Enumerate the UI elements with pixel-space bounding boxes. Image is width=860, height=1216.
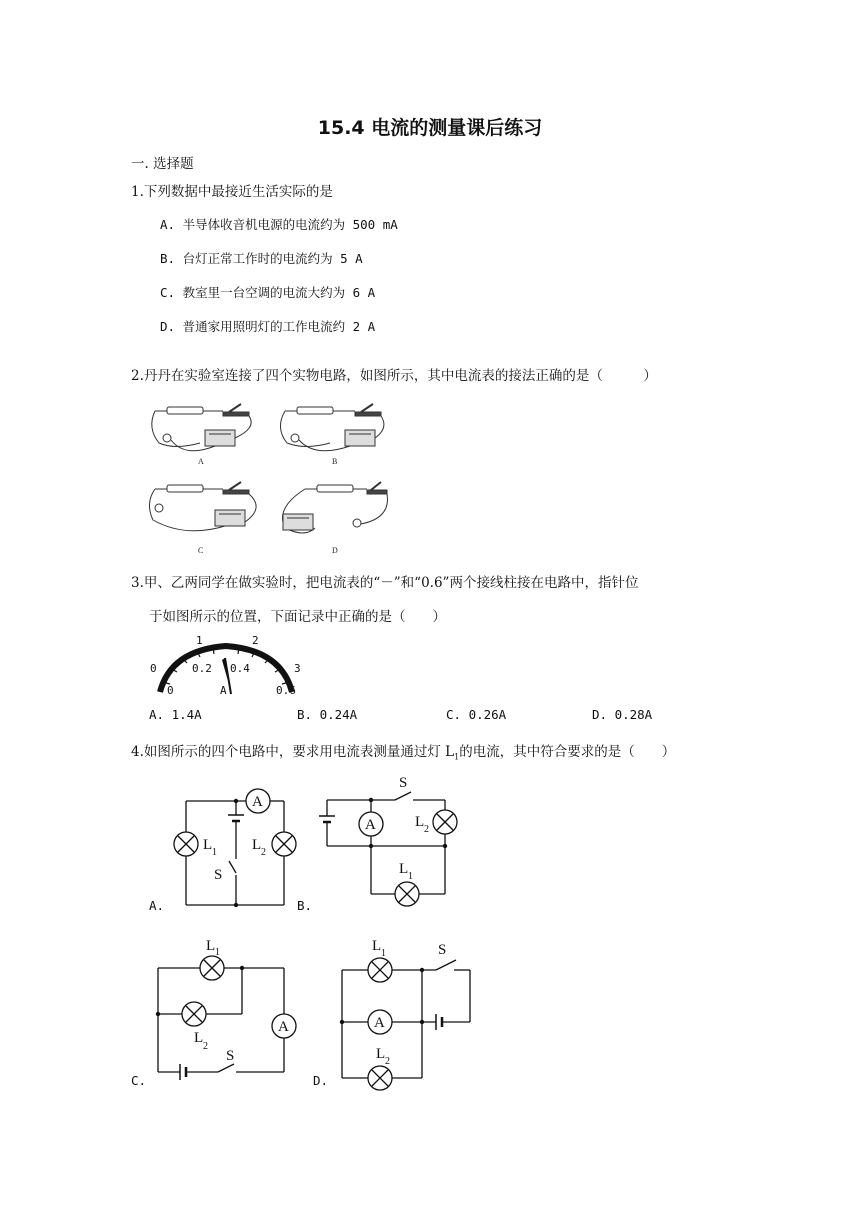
circuit-b-ammeter-label: A	[365, 817, 376, 833]
q4-stem-start: 4.如图所示的四个电路中，要求用电流表测量通过灯 L	[131, 744, 455, 760]
circuit-a-l2-label: L	[252, 837, 262, 853]
q2-panel-a	[152, 404, 251, 451]
q1-option-c: C. 教室里一台空调的电流大约为 6 A	[160, 285, 376, 300]
circuit-a-switch-label: S	[214, 867, 223, 883]
circuit-c-l2-label: L	[194, 1030, 204, 1046]
circuit-d-l1-label: L	[372, 938, 382, 954]
ammeter-unit-label: A	[220, 684, 227, 697]
q2-label-b: B	[332, 457, 338, 466]
circuit-a-l1-sub: 1	[212, 847, 217, 858]
q3-stem-line2: 于如图所示的位置，下面记录中正确的是（ ）	[149, 609, 446, 625]
ammeter-bottom-0: 0	[167, 684, 174, 697]
q4-option-d-label: D.	[313, 1073, 329, 1088]
circuit-c-l2-sub: 2	[203, 1041, 208, 1052]
page-title: 15.4 电流的测量课后练习	[317, 117, 543, 139]
q4-stem-subscript: 1	[454, 752, 460, 762]
q2-label-d: D	[332, 546, 338, 555]
circuit-d-switch-label: S	[438, 942, 447, 958]
circuit-c-switch-label: S	[226, 1048, 235, 1064]
ammeter-bottom-06: 0.6	[276, 684, 296, 697]
circuit-a-ammeter-label: A	[252, 794, 263, 810]
circuit-d-l2-label: L	[376, 1046, 386, 1062]
circuit-c-ammeter-label: A	[278, 1019, 289, 1035]
q3-option-c: C. 0.26A	[446, 707, 507, 722]
q3-option-a: A. 1.4A	[149, 707, 202, 722]
circuit-b-diagram	[315, 770, 475, 912]
q4-option-c-label: C.	[131, 1073, 147, 1088]
circuit-b-l1-sub: 1	[408, 871, 413, 882]
q1-option-a: A. 半导体收音机电源的电流约为 500 mA	[160, 217, 398, 232]
q1-option-b: B. 台灯正常工作时的电流约为 5 A	[160, 251, 363, 266]
q2-panel-d	[283, 482, 388, 533]
ammeter-top-3: 3	[294, 662, 301, 675]
q4-stem-end: 的电流，其中符合要求的是（ ）	[459, 744, 676, 760]
circuit-d-diagram	[330, 932, 480, 1092]
q1-option-d: D. 普通家用照明灯的工作电流约 2 A	[160, 319, 376, 334]
q3-stem-line1: 3.甲、乙两同学在做实验时，把电流表的“－”和“0.6”两个接线柱接在电路中，指针位	[131, 575, 639, 591]
circuit-c-l1-label: L	[206, 938, 216, 954]
circuit-a-l1-label: L	[203, 837, 213, 853]
q3-option-d: D. 0.28A	[592, 707, 653, 722]
q2-circuit-photos-figure	[145, 398, 390, 558]
q3-option-b: B. 0.24A	[297, 707, 358, 722]
q2-stem: 2.丹丹在实验室连接了四个实物电路，如图所示，其中电流表的接法正确的是（ ）	[131, 368, 657, 384]
circuit-d-ammeter-label: A	[374, 1015, 385, 1031]
ammeter-dial-figure	[146, 628, 306, 700]
circuit-b-l2-sub: 2	[424, 824, 429, 835]
circuit-b-switch-label: S	[399, 775, 408, 791]
ammeter-top-0: 0	[150, 662, 157, 675]
q4-option-b-label: B.	[297, 898, 313, 913]
section-heading: 一. 选择题	[131, 156, 194, 172]
q1-stem: 1.下列数据中最接近生活实际的是	[131, 184, 333, 200]
circuit-c-l1-sub: 1	[215, 947, 220, 958]
circuit-d-l2-sub: 2	[385, 1056, 390, 1067]
circuit-c-diagram	[148, 932, 298, 1082]
q2-panel-b	[280, 404, 383, 451]
circuit-a-l2-sub: 2	[261, 847, 266, 858]
circuit-a-diagram	[170, 787, 300, 912]
q2-label-a: A	[198, 457, 204, 466]
ammeter-bottom-02: 0.2	[192, 662, 212, 675]
q2-label-c: C	[198, 546, 204, 555]
circuit-b-l2-label: L	[415, 814, 425, 830]
ammeter-bottom-04: 0.4	[230, 662, 250, 675]
ammeter-top-1: 1	[196, 634, 203, 647]
q2-panel-c	[149, 482, 256, 531]
q4-stem	[131, 740, 675, 762]
q4-option-a-label: A.	[149, 898, 165, 913]
circuit-d-l1-sub: 1	[381, 948, 386, 959]
circuit-b-l1-label: L	[399, 861, 409, 877]
ammeter-top-2: 2	[252, 634, 259, 647]
